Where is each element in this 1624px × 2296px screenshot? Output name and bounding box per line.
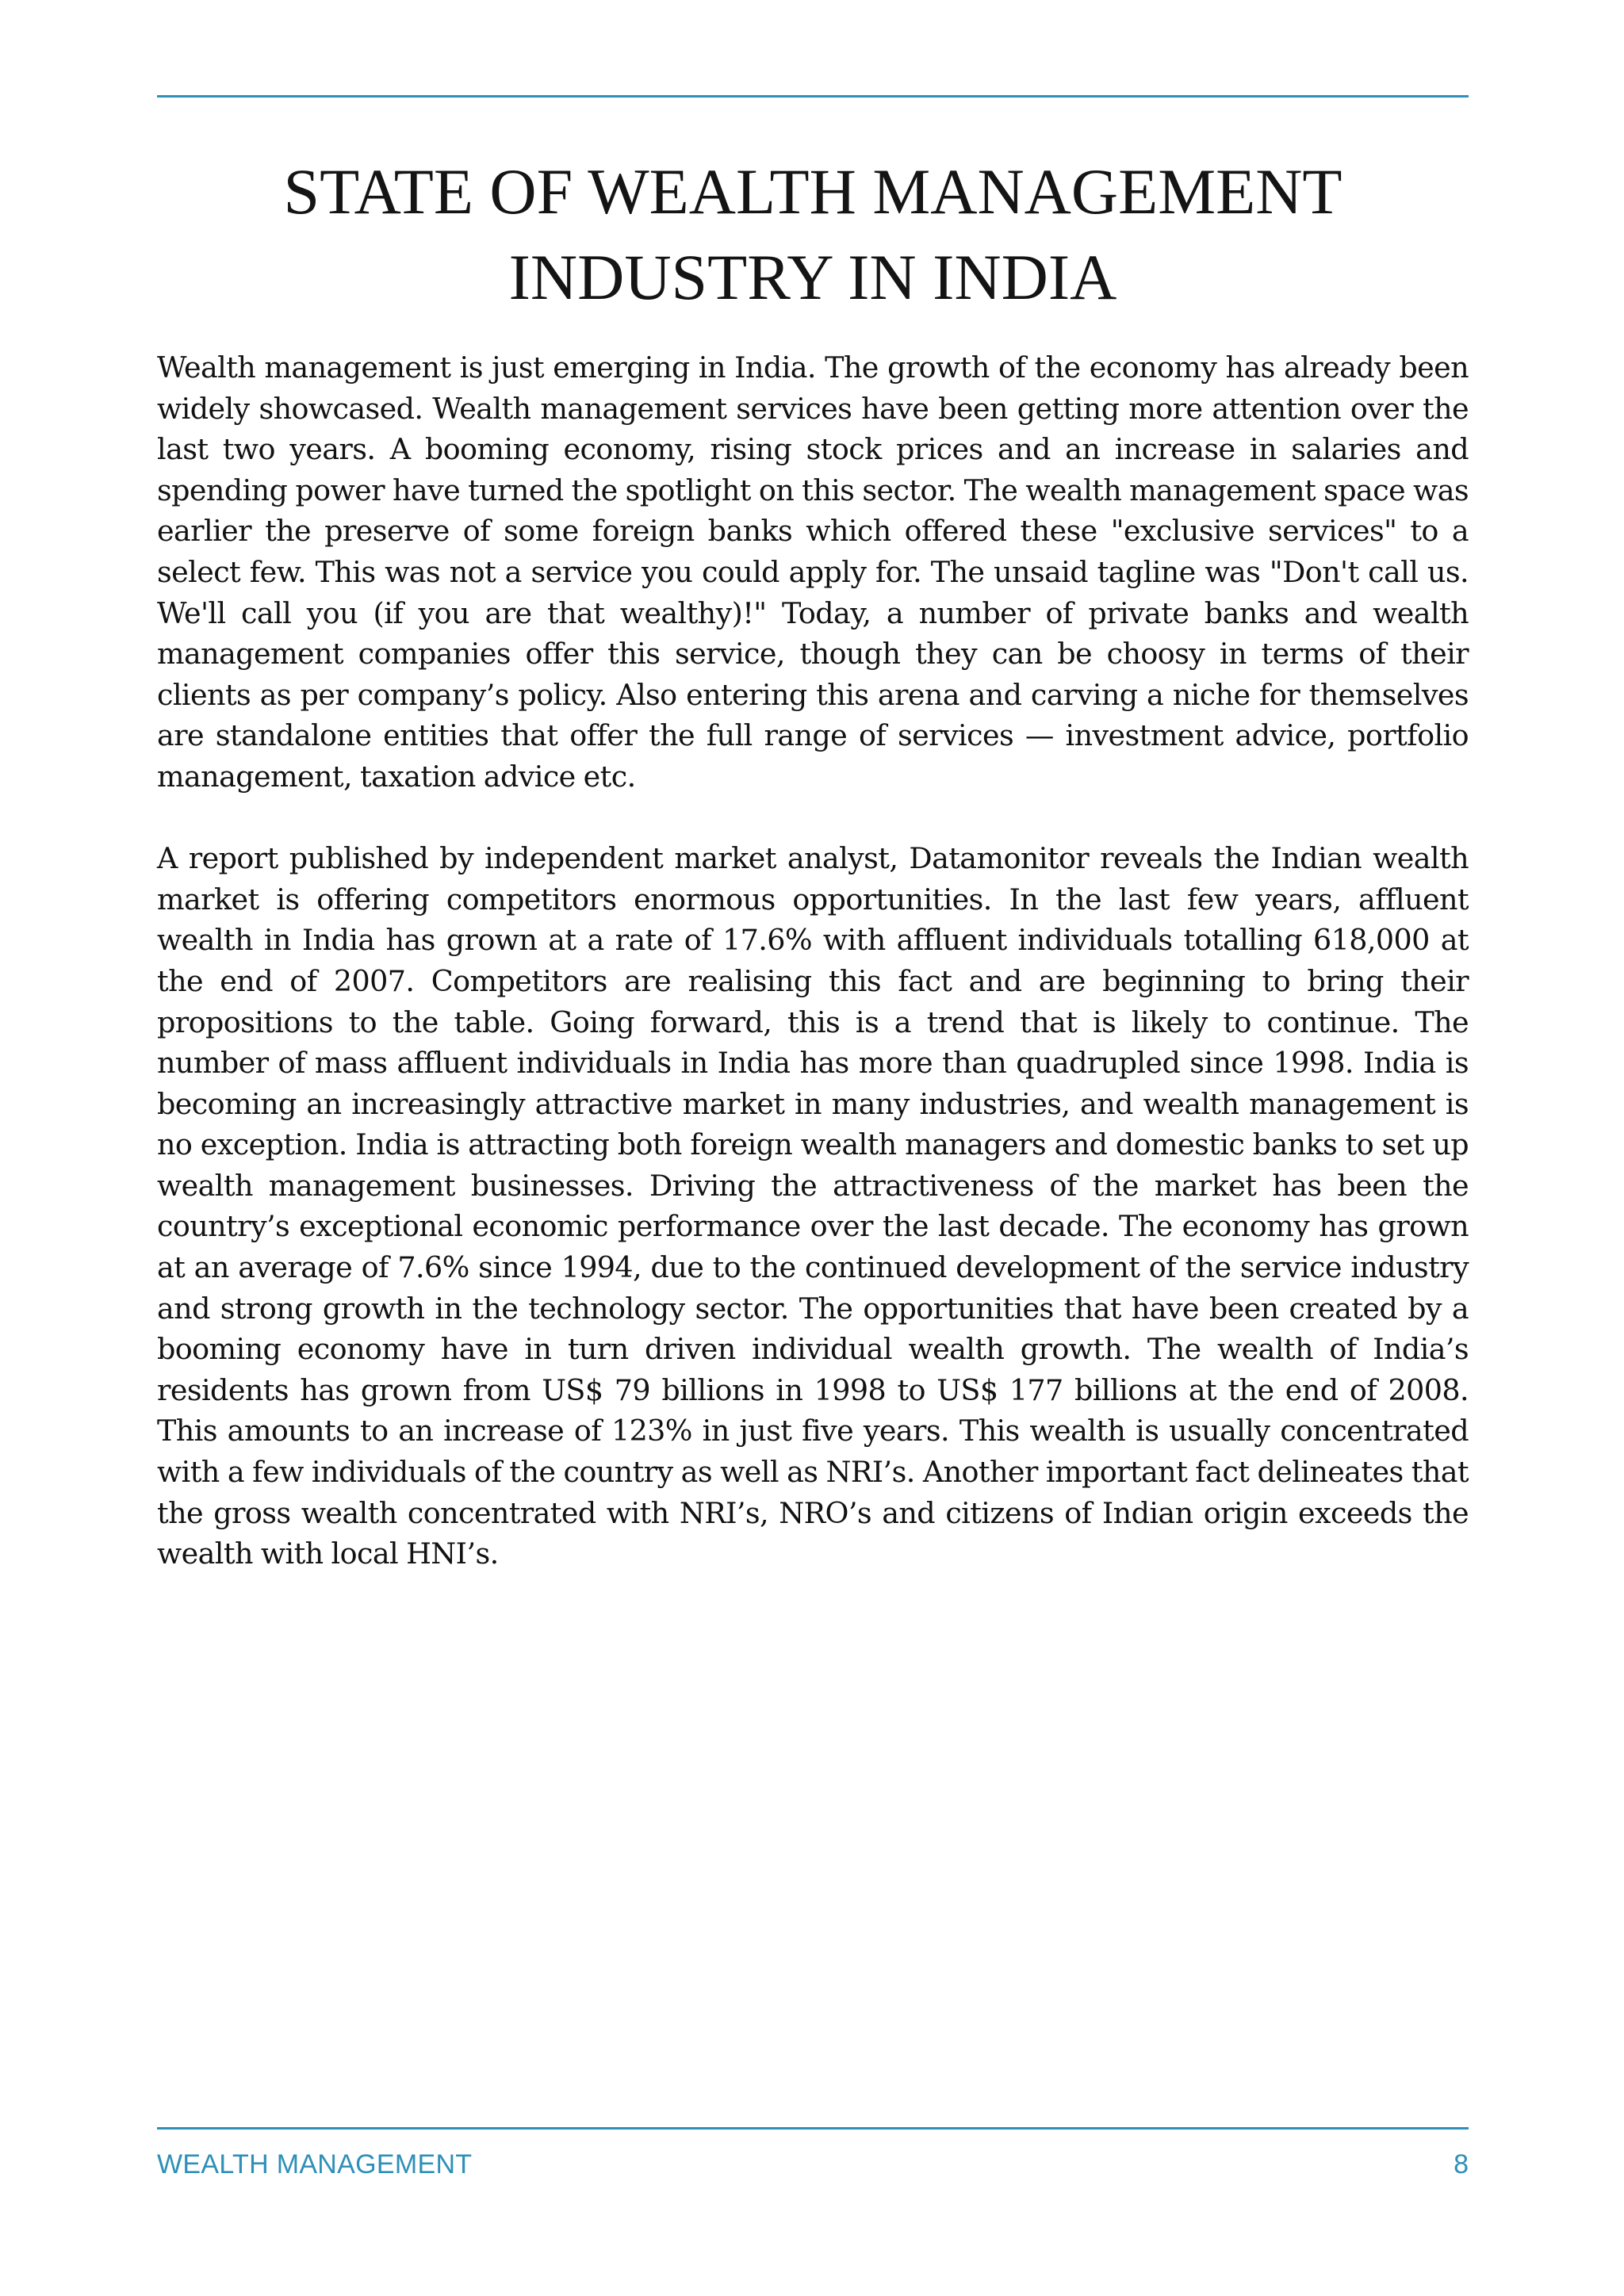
page-number: 8	[1454, 2149, 1469, 2179]
page-title-line-1: STATE OF WEALTH MANAGEMENT	[283, 155, 1342, 228]
page-title	[157, 149, 1469, 320]
paragraph-intro: Wealth management is just emerging in India. The growth of the economy has already been widely showcased. Wealth management services have been getting more attention over the last two years. A booming economy, rising stock prices and an increase in salaries and spending power have turned the spotlight on this sector. The wealth management space was earlier the preserve of some foreign banks which offered these "exclusive services" to a select few. This was not a service you could apply for. The unsaid tagline was "Don't call us. We'll call you (if you are that wealthy)!" Today, a number of private banks and wealth management companies offer this service, though they can be choosy in terms of their clients as per company’s policy. Also entering this arena and carving a niche for themselves are standalone entities that offer the full range of services — investment advice, portfolio management, taxation advice etc.	[157, 350, 1469, 794]
article-body	[157, 347, 1469, 1575]
page-footer	[157, 2147, 1469, 2182]
footer-divider	[157, 2127, 1469, 2130]
paragraph-market-report: A report published by independent market analyst, Datamonitor reveals the Indian wealth market is offering competitors enormous opportunities. In the last few years, affluent wealth in India has grown at a rate of 17.6% with affluent individuals totalling 618,000 at the end of 2007. Competitors are realising this fact and are beginning to bring their propositions to the table. Going forward, this is a trend that is likely to continue. The number of mass affluent individuals in India has more than quadrupled since 1998. India is becoming an increasingly attractive market in many industries, and wealth management is no exception. India is attracting both foreign wealth managers and domestic banks to set up wealth management businesses. Driving the attractiveness of the market has been the country’s exceptional economic performance over the last decade. The economy has grown at an average of 7.6% since 1994, due to the continued development of the service industry and strong growth in the technology sector. The opportunities that have been created by a booming economy have in turn driven individual wealth growth. The wealth of India’s residents has grown from US$ 79 billions in 1998 to US$ 177 billions at the end of 2008. This amounts to an increase of 123% in just five years. This wealth is usually concentrated with a few individuals of the country as well as NRI’s. Another important fact delineates that the gross wealth concentrated with NRI’s, NRO’s and citizens of Indian origin exceeds the wealth with local HNI’s.	[157, 841, 1469, 1571]
page-title-line-2: INDUSTRY IN INDIA	[508, 241, 1117, 313]
header-divider	[157, 95, 1469, 98]
footer-section-label: WEALTH MANAGEMENT	[157, 2149, 473, 2179]
